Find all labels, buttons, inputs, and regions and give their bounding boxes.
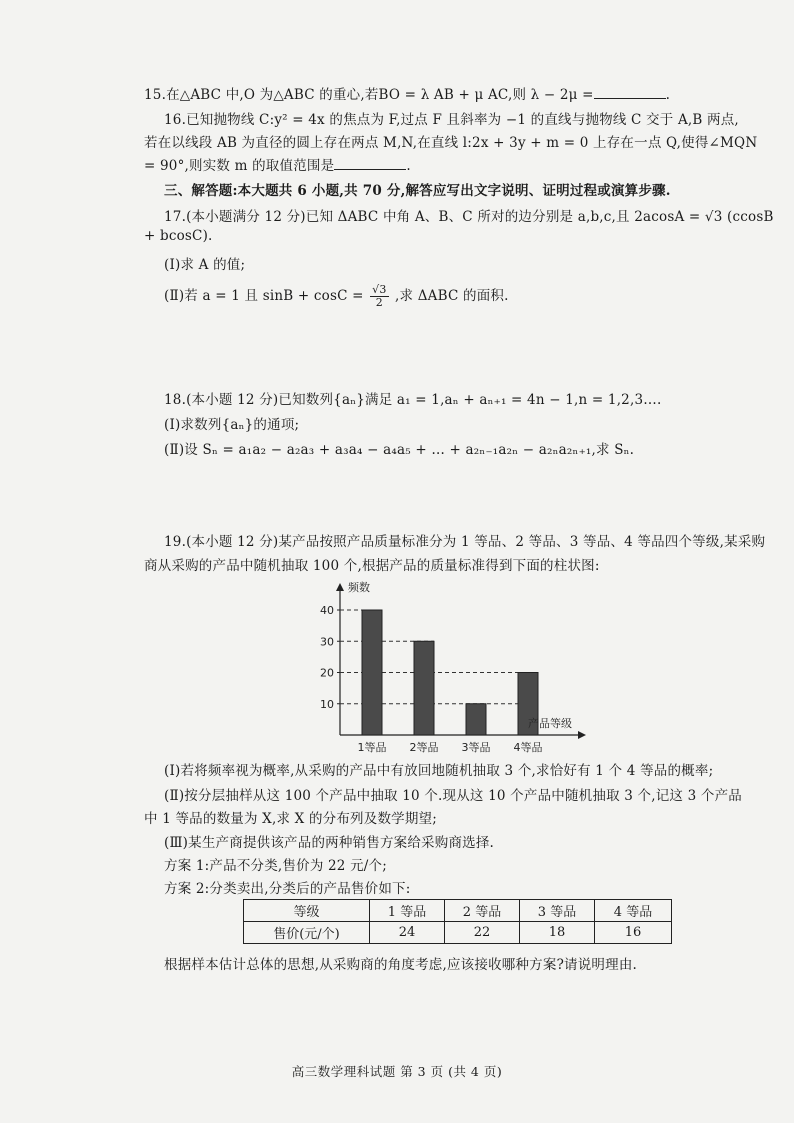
table-cell: 4 等品 [595, 900, 672, 922]
x-tick-label: 2等品 [409, 741, 439, 754]
table-cell: 24 [370, 922, 445, 944]
q15-line: 15.在△ABC 中,O 为△ABC 的重心,若BO = λ AB + μ AC,则 λ − 2μ = . [144, 87, 671, 103]
price-table [243, 899, 672, 944]
table-cell: 16 [595, 922, 672, 944]
q18-part-1: (Ⅰ)求数列{aₙ}的通项; [164, 417, 300, 433]
q15-answer-blank[interactable] [594, 86, 666, 99]
bar [466, 704, 486, 735]
q19-line-1: 19.(本小题 12 分)某产品按照产品质量标准分为 1 等品、2 等品、3 等品、4 等品四个等级,某采购 [164, 534, 766, 550]
price-table-row [244, 922, 672, 944]
x-tick-label: 4等品 [513, 741, 543, 754]
x-tick-label: 3等品 [461, 741, 491, 754]
table-cell: 2 等品 [445, 900, 520, 922]
y-axis-label: 频数 [348, 581, 370, 594]
q17-fraction: $\frac{√3}{2}$ [372, 283, 387, 309]
bar [414, 641, 434, 735]
table-cell: 售价(元/个) [244, 922, 370, 944]
table-cell: 22 [445, 922, 520, 944]
q19-line-2: 商从采购的产品中随机抽取 100 个,根据产品的质量标准得到下面的柱状图: [144, 558, 600, 574]
q19-plan-1: 方案 1:产品不分类,售价为 22 元/个; [164, 858, 387, 874]
y-tick-label: 10 [320, 697, 334, 711]
y-axis-arrow [336, 583, 344, 591]
price-table-header-row [244, 900, 672, 922]
bar [362, 610, 382, 735]
table-cell: 3 等品 [520, 900, 595, 922]
x-tick-label: 1等品 [357, 741, 387, 754]
y-tick-label: 20 [320, 666, 334, 680]
q19-part-2a: (Ⅱ)按分层抽样从这 100 个产品中抽取 10 个.现从这 10 个产品中随机抽取 3 个,记这 3 个产品 [164, 788, 743, 804]
q19-part-3: (Ⅲ)某生产商提供该产品的两种销售方案给采购商选择. [164, 835, 495, 851]
section-heading: 三、解答题:本大题共 6 小题,共 70 分,解答应写出文字说明、证明过程或演算步骤. [164, 183, 671, 199]
y-tick-label: 40 [320, 604, 334, 617]
table-cell: 18 [520, 922, 595, 944]
q17-line-1: 17.(本小题满分 12 分)已知 ΔABC 中角 A、B、C 所对的边分别是 a,b,c,且 2acosA = √3 (ccosB [164, 209, 774, 225]
x-axis-label: 产品等级 [528, 717, 572, 730]
q16-line-3: = 90°,则实数 m 的取值范围是 . [144, 158, 411, 174]
x-axis-arrow [578, 731, 586, 739]
q16-line-2: 若在以线段 AB 为直径的圆上存在两点 M,N,在直线 l:2x + 3y + m = 0 上存在一点 Q,使得∠MQN [144, 135, 758, 151]
q19-part-2b: 中 1 等品的数量为 X,求 X 的分布列及数学期望; [144, 811, 438, 827]
q17-part-1: (Ⅰ)求 A 的值; [164, 257, 246, 273]
bar-chart [310, 575, 620, 755]
q17-line-2: + bcosC). [144, 228, 213, 244]
q16-answer-blank[interactable] [334, 157, 406, 170]
table-cell: 等级 [244, 900, 370, 922]
table-cell: 1 等品 [370, 900, 445, 922]
q18-part-2: (Ⅱ)设 Sₙ = a₁a₂ − a₂a₃ + a₃a₄ − a₄a₅ + … + a₂ₙ₋₁a₂ₙ − a₂ₙa₂ₙ₊₁,求 Sₙ. [164, 442, 635, 458]
q16-line-1: 16.已知抛物线 C:y² = 4x 的焦点为 F,过点 F 且斜率为 −1 的直线与抛物线 C 交于 A,B 两点, [164, 112, 739, 128]
q19-plan-2: 方案 2:分类卖出,分类后的产品售价如下: [164, 881, 411, 897]
y-tick-label: 30 [320, 635, 334, 649]
q19-part-1: (Ⅰ)若将频率视为概率,从采购的产品中有放回地随机抽取 3 个,求恰好有 1 个 4 等品的概率; [164, 763, 714, 779]
q18-line-1: 18.(本小题 12 分)已知数列{aₙ}满足 a₁ = 1,aₙ + aₙ₊₁ = 4n − 1,n = 1,2,3…. [164, 392, 662, 408]
q19-final: 根据样本估计总体的思想,从采购商的角度考虑,应该接收哪种方案?请说明理由. [164, 957, 638, 973]
page-footer: 高三数学理科试题 第 3 页 (共 4 页) [291, 1064, 503, 1079]
q15-text: 15.在△ABC 中,O 为△ABC 的重心,若BO = λ AB + μ AC,则 λ − 2μ = [144, 87, 594, 103]
q17-part-2: (Ⅱ)若 a = 1 且 sinB + cosC = $\frac{√3}{2}$ ,求 ΔABC 的面积. [164, 283, 509, 309]
